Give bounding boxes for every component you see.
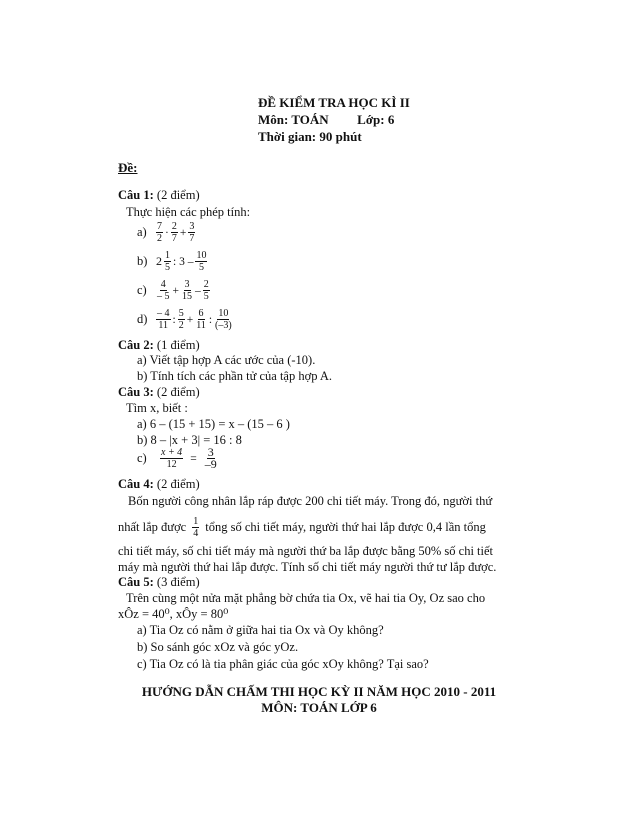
denominator: 11	[196, 320, 206, 331]
denominator: 11	[158, 320, 169, 331]
q1-a-label: a)	[137, 225, 147, 239]
q4-line2	[118, 516, 486, 539]
fraction	[156, 279, 171, 302]
fraction	[171, 221, 178, 244]
q5-heading	[118, 575, 200, 590]
denominator: 5	[165, 262, 170, 273]
operator: =	[190, 452, 197, 465]
numerator: 2	[171, 221, 177, 232]
q4-label: Câu 4:	[118, 477, 154, 491]
denominator: 5	[203, 291, 209, 302]
fraction	[203, 279, 210, 302]
q2-points: (1 điểm)	[153, 338, 200, 352]
q1-b	[137, 250, 208, 273]
numerator: 1	[165, 250, 170, 261]
q3-label: Câu 3:	[118, 385, 154, 399]
q3-c	[137, 447, 219, 470]
fraction	[214, 308, 233, 331]
fraction	[188, 221, 195, 244]
q1-a	[137, 221, 196, 244]
numerator: 7	[157, 221, 162, 232]
subject-label: Môn: TOÁN	[258, 112, 329, 127]
q4-line4: máy mà người thứ hai lắp được. Tính số chi tiết máy người thứ tư lắp được.	[118, 560, 497, 574]
q5-label: Câu 5:	[118, 575, 154, 589]
q1-c-label: c)	[137, 283, 147, 297]
operator: :	[208, 313, 213, 326]
denominator: – 5	[157, 291, 170, 302]
fraction	[160, 447, 183, 470]
q4-heading	[118, 477, 200, 492]
fraction	[192, 516, 199, 539]
denominator: –9	[204, 457, 217, 471]
denominator: 5	[198, 262, 204, 273]
q1-points: (2 điểm)	[153, 188, 200, 202]
q5-a: a) Tia Oz có nằm ở giữa hai tia Ox và Oy không?	[137, 623, 384, 637]
numerator: 1	[193, 516, 199, 527]
q3-instruction: Tìm x, biết :	[126, 401, 188, 415]
q1-heading	[118, 188, 200, 203]
q1-d	[137, 308, 234, 331]
numerator: 3	[184, 279, 190, 290]
whole-number: 2	[156, 254, 162, 268]
fraction	[204, 447, 218, 470]
q3-heading	[118, 385, 200, 400]
q2-heading	[118, 338, 200, 353]
fraction	[195, 250, 207, 273]
guide-title: HƯỚNG DẪN CHẤM THI HỌC KỲ II NĂM HỌC 2010 - 2011	[141, 684, 497, 699]
q4-line2-start: nhất lắp được	[118, 520, 187, 534]
subject-line	[258, 112, 394, 128]
exam-title: ĐỀ KIỂM TRA HỌC KÌ II	[258, 95, 410, 110]
denominator: 7	[171, 233, 177, 244]
denominator: 2	[157, 233, 162, 244]
denominator: 7	[189, 233, 195, 244]
q3-b: b) 8 – |x + 3| = 16 : 8	[137, 433, 242, 447]
operator: +	[172, 284, 179, 297]
operator: ·	[165, 226, 169, 239]
fraction	[156, 221, 163, 244]
q5-c: c) Tia Oz có là tia phân giác của góc xOy không? Tại sao?	[137, 657, 429, 671]
fraction	[178, 308, 185, 331]
denominator: 4	[193, 528, 199, 539]
q3-c-label: c)	[137, 451, 147, 465]
denominator: 15	[182, 291, 192, 302]
numerator: 10	[218, 308, 229, 319]
numerator: 2	[203, 279, 209, 290]
denominator: 12	[166, 459, 177, 470]
q3-points: (2 điểm)	[153, 385, 200, 399]
q5-line1: Trên cùng một nửa mặt phẳng bờ chứa tia Ox, vẽ hai tia Oy, Oz sao cho	[126, 591, 486, 605]
q5-points: (3 điểm)	[153, 575, 200, 589]
q2-label: Câu 2:	[118, 338, 154, 352]
q3-a: a) 6 – (15 + 15) = x – (15 – 6 )	[137, 417, 290, 431]
fraction	[195, 308, 207, 331]
q5-line2: xÔz = 40⁰, xÔy = 80⁰	[118, 607, 229, 621]
q4-points: (2 điểm)	[153, 477, 200, 491]
fraction	[181, 279, 193, 302]
operator: +	[186, 313, 194, 326]
operator: : 3 –	[173, 255, 194, 268]
q4-line1: Bốn người công nhân lắp ráp được 200 chi tiết máy. Trong đó, người thứ	[128, 494, 493, 508]
numerator: 4	[160, 279, 166, 290]
numerator: 10	[196, 250, 207, 261]
q2-b: b) Tính tích các phần tử của tập hợp A.	[137, 369, 333, 383]
numerator: 6	[198, 308, 204, 319]
fraction	[164, 250, 171, 273]
q1-label: Câu 1:	[118, 188, 154, 202]
numerator: 3	[207, 445, 214, 459]
q1-d-label: d)	[137, 312, 148, 326]
operator: +	[179, 226, 187, 239]
q1-b-label: b)	[137, 254, 148, 268]
operator: :	[172, 313, 176, 326]
numerator: 5	[178, 308, 184, 319]
numerator: – 4	[157, 308, 170, 319]
denominator: (–3)	[215, 320, 232, 331]
numerator: 3	[189, 221, 195, 232]
operator: –	[195, 284, 201, 297]
denominator: 2	[178, 320, 184, 331]
q4-line3: chi tiết máy, số chi tiết máy mà người thứ ba lắp được bằng 50% số chi tiết	[118, 544, 494, 558]
de-label: Đề:	[118, 160, 138, 175]
numerator: x + 4	[161, 447, 183, 458]
q1-c	[137, 279, 211, 302]
time-line: Thời gian: 90 phút	[258, 129, 362, 144]
q2-a: a) Viết tập hợp A các ước của (-10).	[137, 353, 316, 367]
guide-subtitle: MÔN: TOÁN LỚP 6	[261, 700, 377, 715]
grade-label: Lớp: 6	[357, 112, 395, 127]
q5-b: b) So sánh góc xOz và góc yOz.	[137, 640, 299, 654]
fraction	[156, 308, 171, 331]
q4-line2-end: tổng số chi tiết máy, người thứ hai lắp được 0,4 lần tổng	[205, 520, 486, 534]
q1-instruction: Thực hiện các phép tính:	[126, 205, 251, 219]
